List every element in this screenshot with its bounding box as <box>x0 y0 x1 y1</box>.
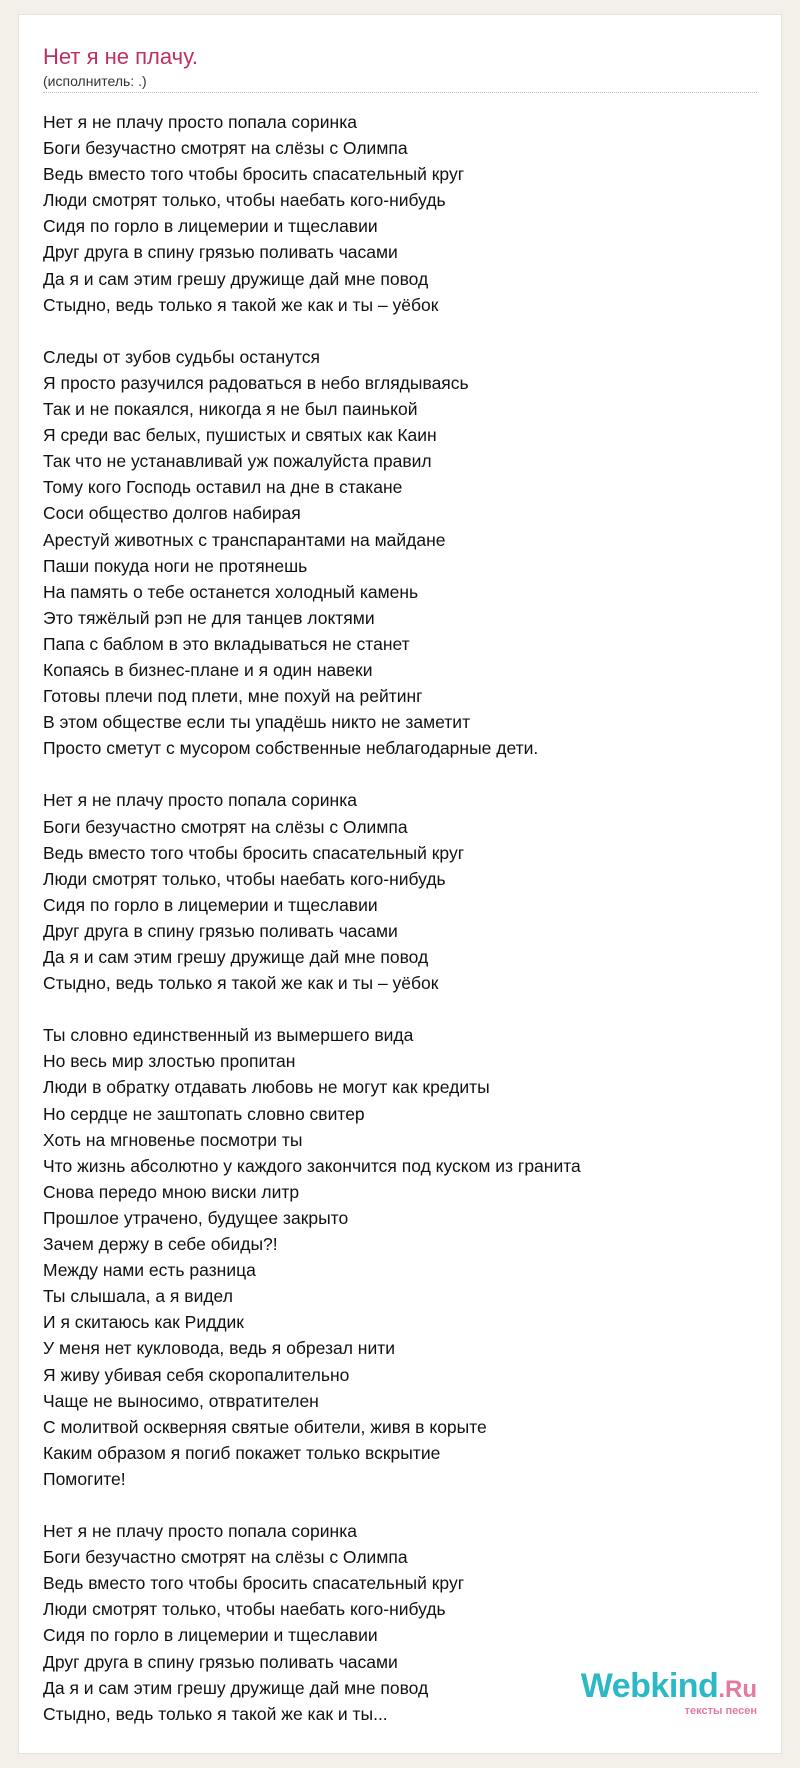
lyrics-line: Люди смотрят только, чтобы наебать кого-нибудь <box>43 1599 446 1620</box>
lyrics-line: Готовы плечи под плети, мне похуй на рейтинг <box>43 686 423 707</box>
lyrics-line: Да я и сам этим грешу дружище дай мне повод <box>43 1677 429 1698</box>
lyrics-line: Стыдно, ведь только я такой же как и ты – уёбок <box>43 973 439 994</box>
lyrics-line: Просто сметут с мусором собственные неблагодарные дети. <box>43 738 539 759</box>
lyrics-line: Тому кого Господь оставил на дне в стакане <box>43 477 403 498</box>
lyrics-line: Прошлое утрачено, будущее закрыто <box>43 1207 349 1228</box>
lyrics-line: Да я и сам этим грешу дружище дай мне повод <box>43 268 429 289</box>
lyrics-line: Люди смотрят только, чтобы наебать кого-нибудь <box>43 190 446 211</box>
lyrics-line: Друг друга в спину грязью поливать часами <box>43 920 398 941</box>
lyrics-line: Стыдно, ведь только я такой же как и ты – уёбок <box>43 294 439 315</box>
lyrics-line: Я живу убивая себя скоропалительно <box>43 1364 350 1385</box>
lyrics-line: На память о тебе останется холодный камень <box>43 581 419 602</box>
logo-tld: .Ru <box>718 1676 757 1703</box>
lyrics-line: Стыдно, ведь только я такой же как и ты... <box>43 1703 388 1724</box>
lyrics-line: Между нами есть разница <box>43 1260 256 1281</box>
logo-name: Webkind <box>580 1667 719 1705</box>
lyrics-line: Да я и сам этим грешу дружище дай мне повод <box>43 947 429 967</box>
lyrics-line: Нет я не плачу просто попала соринка <box>43 790 357 811</box>
lyrics-line: В этом обществе если ты упадёшь никто не заметит <box>43 712 471 733</box>
lyrics-line: Нет я не плачу просто попала соринка <box>43 1521 357 1542</box>
lyrics-stanza <box>43 344 758 762</box>
lyrics-line: Следы от зубов судьбы останутся <box>43 346 320 367</box>
lyrics-line: С молитвой оскверняя святые обители, живя в корыте <box>43 1416 487 1437</box>
lyrics-line: Ведь вместо того чтобы бросить спасательный круг <box>43 842 465 863</box>
lyrics-line: И я скитаюсь как Риддик <box>43 1312 244 1333</box>
lyrics-page <box>18 14 782 1754</box>
site-logo[interactable] <box>581 1669 757 1717</box>
lyrics-line: Ты словно единственный из вымершего вида <box>43 1025 414 1046</box>
lyrics-line: Зачем держу в себе обиды?! <box>43 1234 278 1255</box>
lyrics-line: Это тяжёлый рэп не для танцев локтями <box>43 607 375 628</box>
lyrics-line: Боги безучастно смотрят на слёзы с Олимпа <box>43 1547 408 1568</box>
lyrics-line: Но весь мир злостью пропитан <box>43 1051 296 1072</box>
lyrics-stanza <box>43 109 758 318</box>
lyrics-line: Папа с баблом в это вкладываться не станет <box>43 633 410 654</box>
lyrics-line: Люди в обратку отдавать любовь не могут как кредиты <box>43 1077 490 1098</box>
lyrics-line: Что жизнь абсолютно у каждого закончится под куском из гранита <box>43 1155 581 1176</box>
lyrics-line: У меня нет кукловода, ведь я обрезал нити <box>43 1338 396 1359</box>
lyrics-line: Но сердце не заштопать словно свитер <box>43 1103 365 1124</box>
lyrics-line: Сидя по горло в лицемерии и тщеславии <box>43 1625 378 1646</box>
lyrics-line: Друг друга в спину грязью поливать часами <box>43 1651 398 1672</box>
lyrics-line: Ты слышала, а я видел <box>43 1286 233 1307</box>
lyrics-line: Боги безучастно смотрят на слёзы с Олимпа <box>43 138 408 159</box>
lyrics-line: Каким образом я погиб покажет только вскрытие <box>43 1442 441 1463</box>
lyrics-line: Ведь вместо того чтобы бросить спасательный круг <box>43 164 465 185</box>
lyrics-line: Люди смотрят только, чтобы наебать кого-нибудь <box>43 868 446 889</box>
song-title: Нет я не плачу. <box>43 44 198 69</box>
lyrics-line: Чаще не выносимо, отвратителен <box>43 1390 319 1411</box>
lyrics-line: Арестуй животных с транспарантами на майдане <box>43 529 446 550</box>
lyrics-body <box>43 109 758 1727</box>
lyrics-line: Ведь вместо того чтобы бросить спасательный круг <box>43 1573 465 1594</box>
lyrics-stanza <box>43 1022 758 1492</box>
lyrics-line: Нет я не плачу просто попала соринка <box>43 112 357 132</box>
lyrics-line: Сидя по горло в лицемерии и тщеславии <box>43 216 378 237</box>
logo-tagline: тексты песен <box>684 1705 757 1717</box>
lyrics-line: Помогите! <box>43 1468 126 1489</box>
lyrics-line: Сидя по горло в лицемерии и тщеславии <box>43 894 378 915</box>
artist-subtitle: (исполнитель: .) <box>43 73 147 89</box>
lyrics-line: Хоть на мгновенье посмотри ты <box>43 1129 303 1150</box>
title-divider <box>43 92 757 93</box>
lyrics-line: Так что не устанавливай уж пожалуйста правил <box>43 451 432 472</box>
lyrics-line: Копаясь в бизнес-плане и я один навеки <box>43 659 373 680</box>
lyrics-line: Снова передо мною виски литр <box>43 1181 300 1202</box>
lyrics-line: Так и не покаялся, никогда я не был паинькой <box>43 399 418 420</box>
lyrics-line: Соси общество долгов набирая <box>43 503 301 524</box>
lyrics-line: Друг друга в спину грязью поливать часами <box>43 242 398 263</box>
lyrics-stanza <box>43 787 758 996</box>
lyrics-line: Боги безучастно смотрят на слёзы с Олимпа <box>43 816 408 837</box>
lyrics-line: Я среди вас белых, пушистых и святых как Каин <box>43 425 437 446</box>
lyrics-line: Я просто разучился радоваться в небо вглядываясь <box>43 372 469 393</box>
lyrics-line: Паши покуда ноги не протянешь <box>43 555 308 576</box>
